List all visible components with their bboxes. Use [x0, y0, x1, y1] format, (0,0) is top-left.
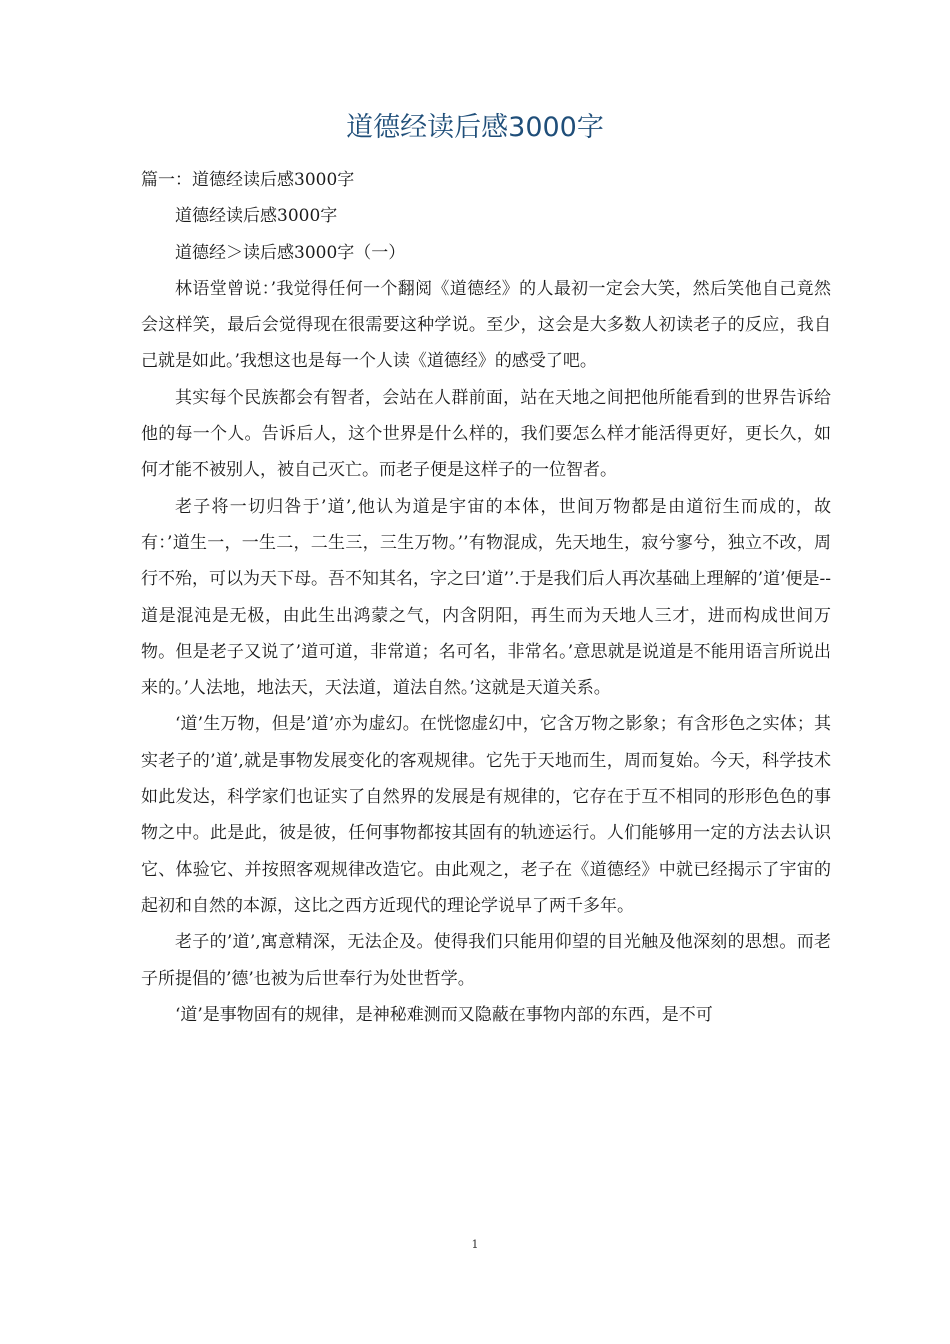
paragraph-section-heading: 篇一：道德经读后感3000字 — [141, 170, 355, 190]
paragraph: ‘道’是事物固有的规律，是神秘难测而又隐蔽在事物内部的东西，是不可 — [175, 1004, 713, 1025]
document-body — [141, 162, 831, 1033]
paragraph: 老子将一切归咎于’道’,他认为道是宇宙的本体，世间万物都是由道衍生而成的，故有：’道生一，一生二，二生三，三生万物。’’有物混成，先天地生，寂兮寥兮，独立不改，周行不殆，可以为天下母。吾不知其名，字之曰’道’’.于是我们后人再次基础上理解的’道’便是--道是混沌是无极，由此生出鸿蒙之气，内含阴阳，再生而为天地人三才，进而构成世间万物。但是老子又说了’道可道，非常道；名可名，非常名。’意思就是说道是不能用语言所说出来的。’人法地，地法天，天法道，道法自然。’这就是天道关系。 — [141, 496, 831, 699]
page-number: 1 — [471, 1238, 479, 1251]
document-title: 道德经读后感3000字 — [346, 112, 604, 143]
paragraph: 其实每个民族都会有智者，会站在人群前面，站在天地之间把他所能看到的世界告诉给他的每一个人。告诉后人，这个世界是什么样的，我们要怎么样才能活得更好，更长久，如何才能不被别人，被自己灭亡。而老子便是这样子的一位智者。 — [141, 387, 831, 481]
paragraph: 林语堂曾说：’我觉得任何一个翻阅《道德经》的人最初一定会大笑，然后笑他自己竟然会这样笑，最后会觉得现在很需要这种学说。至少，这会是大多数人初读老子的反应，我自己就是如此。’我想这也是每一个人读《道德经》的感受了吧。 — [141, 278, 831, 372]
paragraph-subtitle-part-one: 道德经＞读后感3000字（一） — [175, 242, 406, 263]
paragraph: 老子的’道’,寓意精深，无法企及。使得我们只能用仰望的目光触及他深刻的思想。而老子所提倡的’德’也被为后世奉行为处世哲学。 — [141, 932, 831, 989]
paragraph-subtitle: 道德经读后感3000字 — [175, 206, 338, 227]
paragraph: ‘道’生万物，但是’道’亦为虚幻。在恍惚虚幻中，它含万物之影象；有含形色之实体；其实老子的’道’,就是事物发展变化的客观规律。它先于天地而生，周而复始。今天，科学技术如此发达，科学家们也证实了自然界的发展是有规律的，它存在于互不相同的形形色色的事物之中。此是此，彼是彼，任何事物都按其固有的轨迹运行。人们能够用一定的方法去认识它、体验它、并按照客观规律改造它。由此观之，老子在《道德经》中就已经揭示了宇宙的起初和自然的本源，这比之西方近现代的理论学说早了两千多年。 — [141, 714, 831, 916]
